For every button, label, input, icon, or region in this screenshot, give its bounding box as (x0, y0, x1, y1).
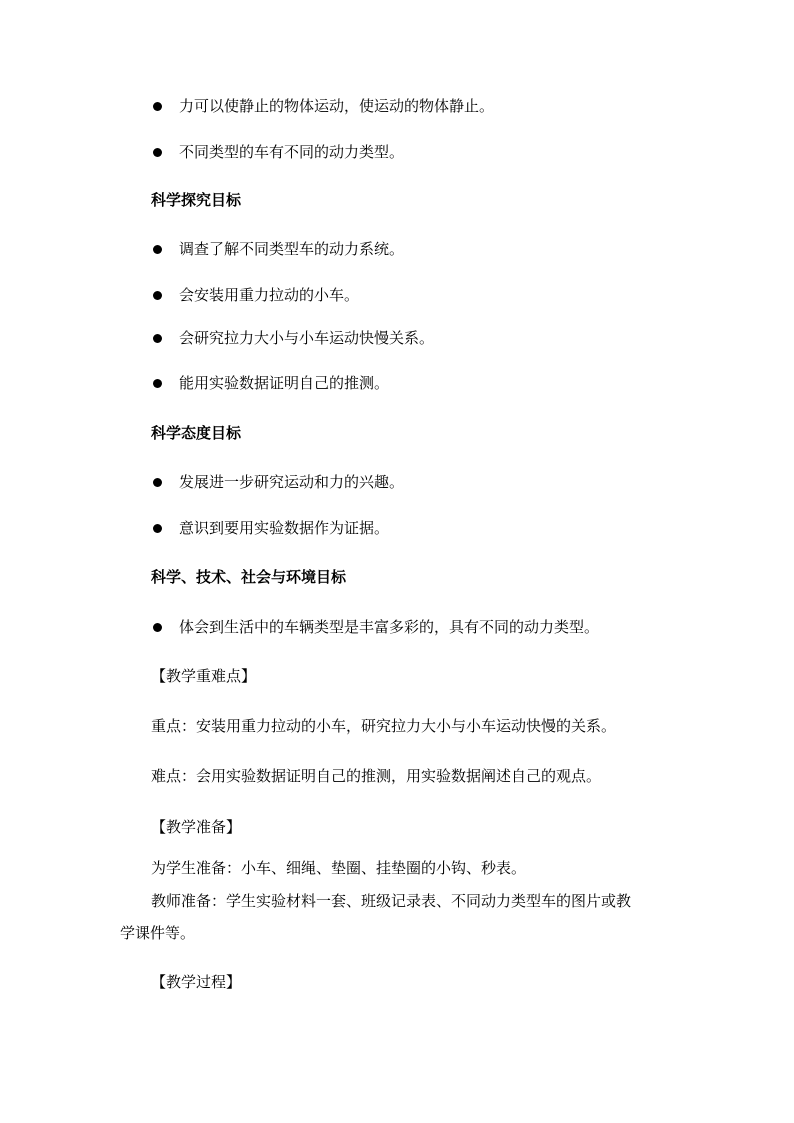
teacher-preparation-line1: 教师准备：学生实验材料一套、班级记录表、不同动力类型车的图片或教 (151, 892, 632, 910)
inquiry-goal-item: 会研究拉力大小与小车运动快慢关系。 (179, 329, 435, 347)
bullet-icon (153, 102, 162, 111)
knowledge-goal-item: 力可以使静止的物体运动，使运动的物体静止。 (179, 97, 495, 115)
attitude-goal-item: 意识到要用实验数据作为证据。 (179, 519, 390, 537)
bullet-icon (153, 478, 162, 487)
process-heading: 【教学过程】 (151, 973, 242, 991)
key-point-focus: 重点：安装用重力拉动的小车，研究拉力大小与小车运动快慢的关系。 (151, 717, 617, 735)
preparation-heading: 【教学准备】 (151, 818, 242, 836)
bullet-icon (153, 148, 162, 157)
attitude-goals-heading: 科学态度目标 (151, 424, 242, 442)
inquiry-goal-item: 会安装用重力拉动的小车。 (179, 286, 360, 304)
bullet-icon (153, 524, 162, 533)
bullet-icon (153, 334, 162, 343)
key-point-difficulty: 难点：会用实验数据证明自己的推测，用实验数据阐述自己的观点。 (151, 767, 602, 785)
knowledge-goal-item: 不同类型的车有不同的动力类型。 (179, 143, 405, 161)
sts-goals-heading: 科学、技术、社会与环境目标 (151, 568, 347, 586)
inquiry-goal-item: 能用实验数据证明自己的推测。 (179, 374, 390, 392)
student-preparation: 为学生准备：小车、细绳、垫圈、挂垫圈的小钩、秒表。 (151, 859, 527, 877)
inquiry-goals-heading: 科学探究目标 (151, 191, 242, 209)
key-points-heading: 【教学重难点】 (151, 667, 257, 685)
bullet-icon (153, 245, 162, 254)
inquiry-goal-item: 调查了解不同类型车的动力系统。 (179, 240, 405, 258)
bullet-icon (153, 623, 162, 632)
attitude-goal-item: 发展进一步研究运动和力的兴趣。 (179, 473, 405, 491)
bullet-icon (153, 379, 162, 388)
bullet-icon (153, 291, 162, 300)
teacher-preparation-line2: 学课件等。 (120, 924, 196, 942)
sts-goal-item: 体会到生活中的车辆类型是丰富多彩的，具有不同的动力类型。 (179, 618, 600, 636)
